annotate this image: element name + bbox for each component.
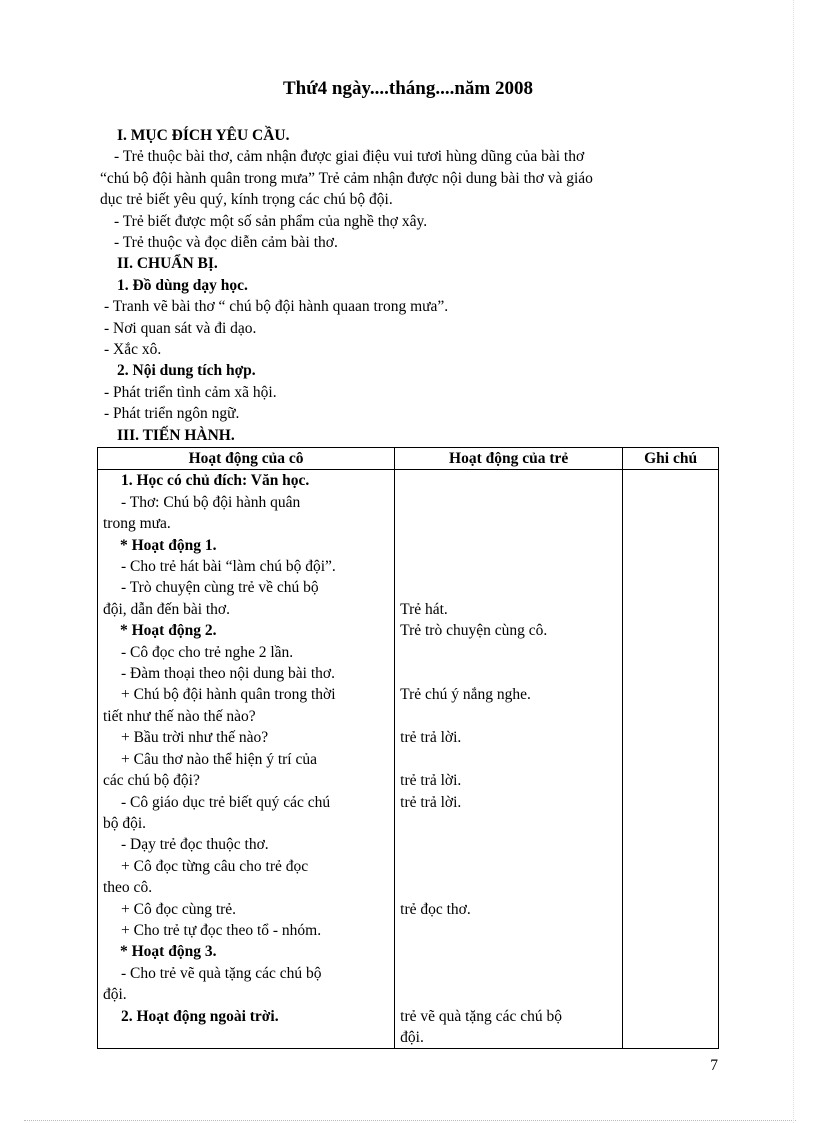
child-line xyxy=(400,492,622,513)
purpose-line: - Trẻ biết được một số sản phẩm của nghề thợ xây. xyxy=(114,212,428,230)
purpose-line: dục trẻ biết yêu quý, kính trọng các chú bộ đội. xyxy=(100,191,393,209)
teacher-line: - Cho trẻ vẽ quà tặng các chú bộ xyxy=(121,964,322,982)
integration-line: - Phát triển ngôn ngữ. xyxy=(104,405,240,423)
child-line xyxy=(400,556,622,577)
purpose-line: - Trẻ thuộc và đọc diễn cảm bài thơ. xyxy=(114,234,338,252)
page-title: Thứ4 ngày....tháng....năm 2008 xyxy=(282,78,533,99)
child-line xyxy=(400,663,622,684)
materials-line: - Tranh vẽ bài thơ “ chú bộ đội hành quaan trong mưa”. xyxy=(104,298,449,316)
child-line xyxy=(400,834,622,855)
purpose-line: “chú bộ đội hành quân trong mưa” Trẻ cảm nhận được nội dung bài thơ và giáo xyxy=(100,169,593,187)
child-line: trẻ trả lời. xyxy=(400,729,462,747)
teacher-line: tiết như thế nào thế nào? xyxy=(103,707,256,725)
purpose-line: - Trẻ thuộc bài thơ, cảm nhận được giai điệu vui tươi hùng dũng của bài thơ xyxy=(114,148,585,166)
materials-line: - Xắc xô. xyxy=(104,341,162,359)
teacher-line: - Thơ: Chú bộ đội hành quân xyxy=(121,493,301,511)
header-teacher-activity: Hoạt động của cô xyxy=(98,448,395,470)
page-number: 7 xyxy=(710,1057,718,1074)
teacher-line: 1. Học có chủ đích: Văn học. xyxy=(121,472,310,490)
teacher-line: + Câu thơ nào thể hiện ý trí của xyxy=(121,750,317,768)
child-line: trẻ trả lời. xyxy=(400,793,462,811)
teacher-line: - Cô đọc cho trẻ nghe 2 lần. xyxy=(121,643,294,661)
section-heading-procedure: III. TIẾN HÀNH. xyxy=(117,426,235,444)
child-line xyxy=(400,963,622,984)
teacher-line: + Chú bộ đội hành quân trong thời xyxy=(121,686,336,704)
table-row xyxy=(98,470,719,1049)
teacher-line: - Dạy trẻ đọc thuộc thơ. xyxy=(121,836,269,854)
child-line xyxy=(400,813,622,834)
child-line xyxy=(400,941,622,962)
child-line: trẻ đọc thơ. xyxy=(400,900,471,918)
teacher-line: * Hoạt động 3. xyxy=(120,943,217,961)
subsection-heading-integration: 2. Nội dung tích hợp. xyxy=(117,362,256,380)
teacher-line: các chú bộ đội? xyxy=(103,772,200,790)
subsection-heading-materials: 1. Đồ dùng dạy học. xyxy=(117,276,248,294)
child-line xyxy=(400,577,622,598)
child-line xyxy=(400,856,622,877)
child-line xyxy=(400,706,622,727)
teacher-line: + Cô đọc từng câu cho trẻ đọc xyxy=(121,857,309,875)
section-heading-preparation: II. CHUẨN BỊ. xyxy=(117,255,218,273)
child-line: Trẻ trò chuyện cùng cô. xyxy=(400,622,548,640)
child-line xyxy=(400,535,622,556)
child-line xyxy=(400,920,622,941)
child-line: đội. xyxy=(400,1028,424,1046)
child-line xyxy=(400,642,622,663)
teacher-line: * Hoạt động 1. xyxy=(120,536,217,554)
child-line xyxy=(400,877,622,898)
teacher-line: - Đàm thoại theo nội dung bài thơ. xyxy=(121,665,335,683)
teacher-line: + Cô đọc cùng trẻ. xyxy=(121,900,237,918)
teacher-line: * Hoạt động 2. xyxy=(120,622,217,640)
teacher-line: + Cho trẻ tự đọc theo tổ - nhóm. xyxy=(121,921,322,939)
child-line: trẻ vẽ quà tặng các chú bộ xyxy=(400,1007,562,1025)
teacher-line: bộ đội. xyxy=(103,814,147,832)
teacher-line: - Cho trẻ hát bài “làm chú bộ đội”. xyxy=(121,558,336,576)
child-line xyxy=(400,984,622,1005)
child-activity-cell xyxy=(395,470,623,1049)
section-heading-purpose: I. MỤC ĐÍCH YÊU CẦU. xyxy=(117,127,290,144)
teacher-line: đội, dẫn đến bài thơ. xyxy=(103,600,231,618)
child-line: Trẻ hát. xyxy=(400,600,448,618)
teacher-line: đội. xyxy=(103,986,127,1004)
child-line xyxy=(400,749,622,770)
teacher-line: + Bầu trời như thế nào? xyxy=(121,729,269,747)
page-border-right xyxy=(793,0,794,1123)
integration-line: - Phát triển tình cảm xã hội. xyxy=(104,383,277,401)
header-notes: Ghi chú xyxy=(623,448,719,470)
child-line: trẻ trả lời. xyxy=(400,772,462,790)
teacher-line: - Trò chuyện cùng trẻ về chú bộ xyxy=(121,579,319,597)
teacher-line: - Cô giáo dục trẻ biết quý các chú xyxy=(121,793,331,811)
notes-cell xyxy=(623,470,719,1049)
teacher-activity-cell xyxy=(98,470,395,1049)
child-line: Trẻ chú ý nắng nghe. xyxy=(400,686,531,704)
page-border-bottom xyxy=(24,1120,796,1121)
table-header-row xyxy=(98,448,719,470)
teacher-line: theo cô. xyxy=(103,879,153,897)
teacher-line: 2. Hoạt động ngoài trời. xyxy=(121,1007,279,1025)
lesson-body xyxy=(100,125,730,446)
materials-line: - Nơi quan sát và đi dạo. xyxy=(104,319,257,337)
activity-table xyxy=(97,447,719,1049)
child-line xyxy=(400,513,622,534)
header-child-activity: Hoạt động của trẻ xyxy=(395,448,623,470)
child-line xyxy=(400,470,622,491)
teacher-line: trong mưa. xyxy=(103,515,171,533)
